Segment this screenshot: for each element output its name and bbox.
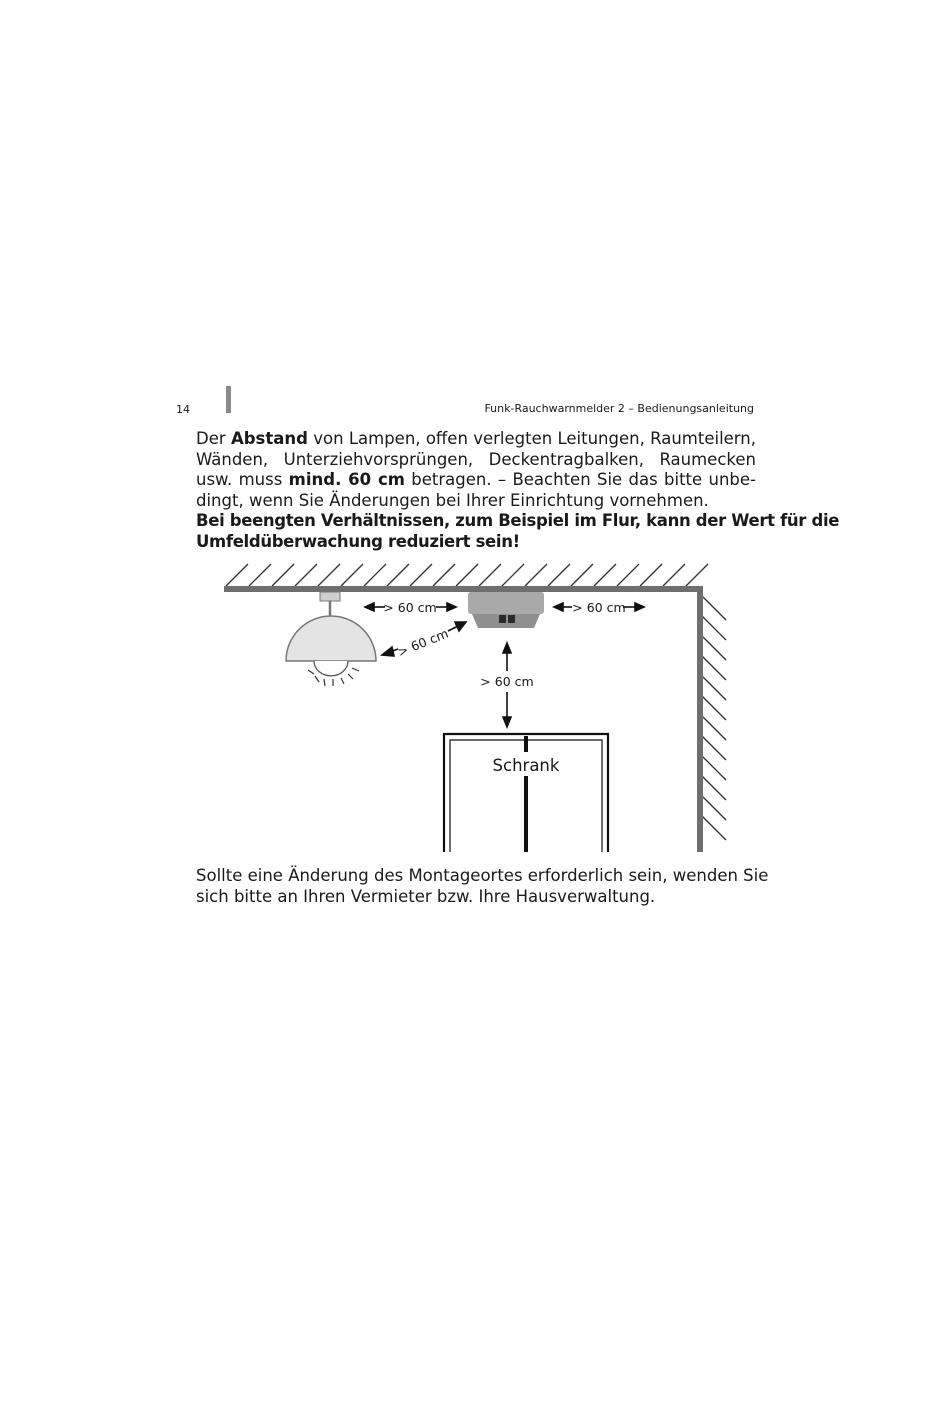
- text-line: Umfeldüberwachung reduziert sein!: [196, 531, 520, 551]
- running-header: Funk-Rauchwarnmelder 2 – Bedienungsanleitung: [484, 402, 754, 415]
- cabinet: [444, 734, 608, 852]
- page-number: 14: [176, 403, 190, 416]
- relocation-paragraph: [196, 866, 769, 907]
- placement-diagram: [196, 556, 756, 856]
- emphasis-abstand: Abstand: [230, 429, 308, 448]
- margin-marker: [226, 386, 231, 413]
- text-line: Wänden, Unterziehvorsprüngen, Deckentragbalken, Raumecken: [196, 449, 756, 469]
- text-line: usw. muss mind. 60 cm betragen. – Beachten Sie das bitte unbe-: [196, 470, 756, 489]
- emphasis-min-distance: mind. 60 cm: [288, 470, 405, 489]
- text-line: dingt, wenn Sie Änderungen bei Ihrer Einrichtung vornehmen.: [196, 490, 709, 510]
- ceiling-wall-line: [224, 589, 700, 852]
- text-line: Sollte eine Änderung des Montageortes erforderlich sein, wenden Sie: [196, 866, 769, 885]
- text-line: Bei beengten Verhältnissen, zum Beispiel im Flur, kann der Wert für die: [196, 511, 840, 530]
- distance-vertical-label: > 60 cm: [480, 674, 534, 689]
- text-line: sich bitte an Ihren Vermieter bzw. Ihre Hausverwaltung.: [196, 886, 656, 906]
- wall-hatch: [702, 596, 726, 840]
- ceiling-hatch: [226, 564, 708, 586]
- distance-right-label: > 60 cm: [572, 600, 626, 615]
- distance-left-label: > 60 cm: [383, 600, 437, 615]
- ceiling-lamp: [286, 592, 376, 686]
- text-line: Der Abstand von Lampen, offen verlegten Leitungen, Raumteilern,: [196, 429, 756, 448]
- cabinet-label: Schrank: [492, 756, 560, 775]
- warning-note: [196, 511, 840, 552]
- distance-diagonal-label: > 60 cm: [395, 625, 451, 660]
- smoke-detector: [468, 592, 544, 628]
- intro-paragraph: [196, 429, 840, 552]
